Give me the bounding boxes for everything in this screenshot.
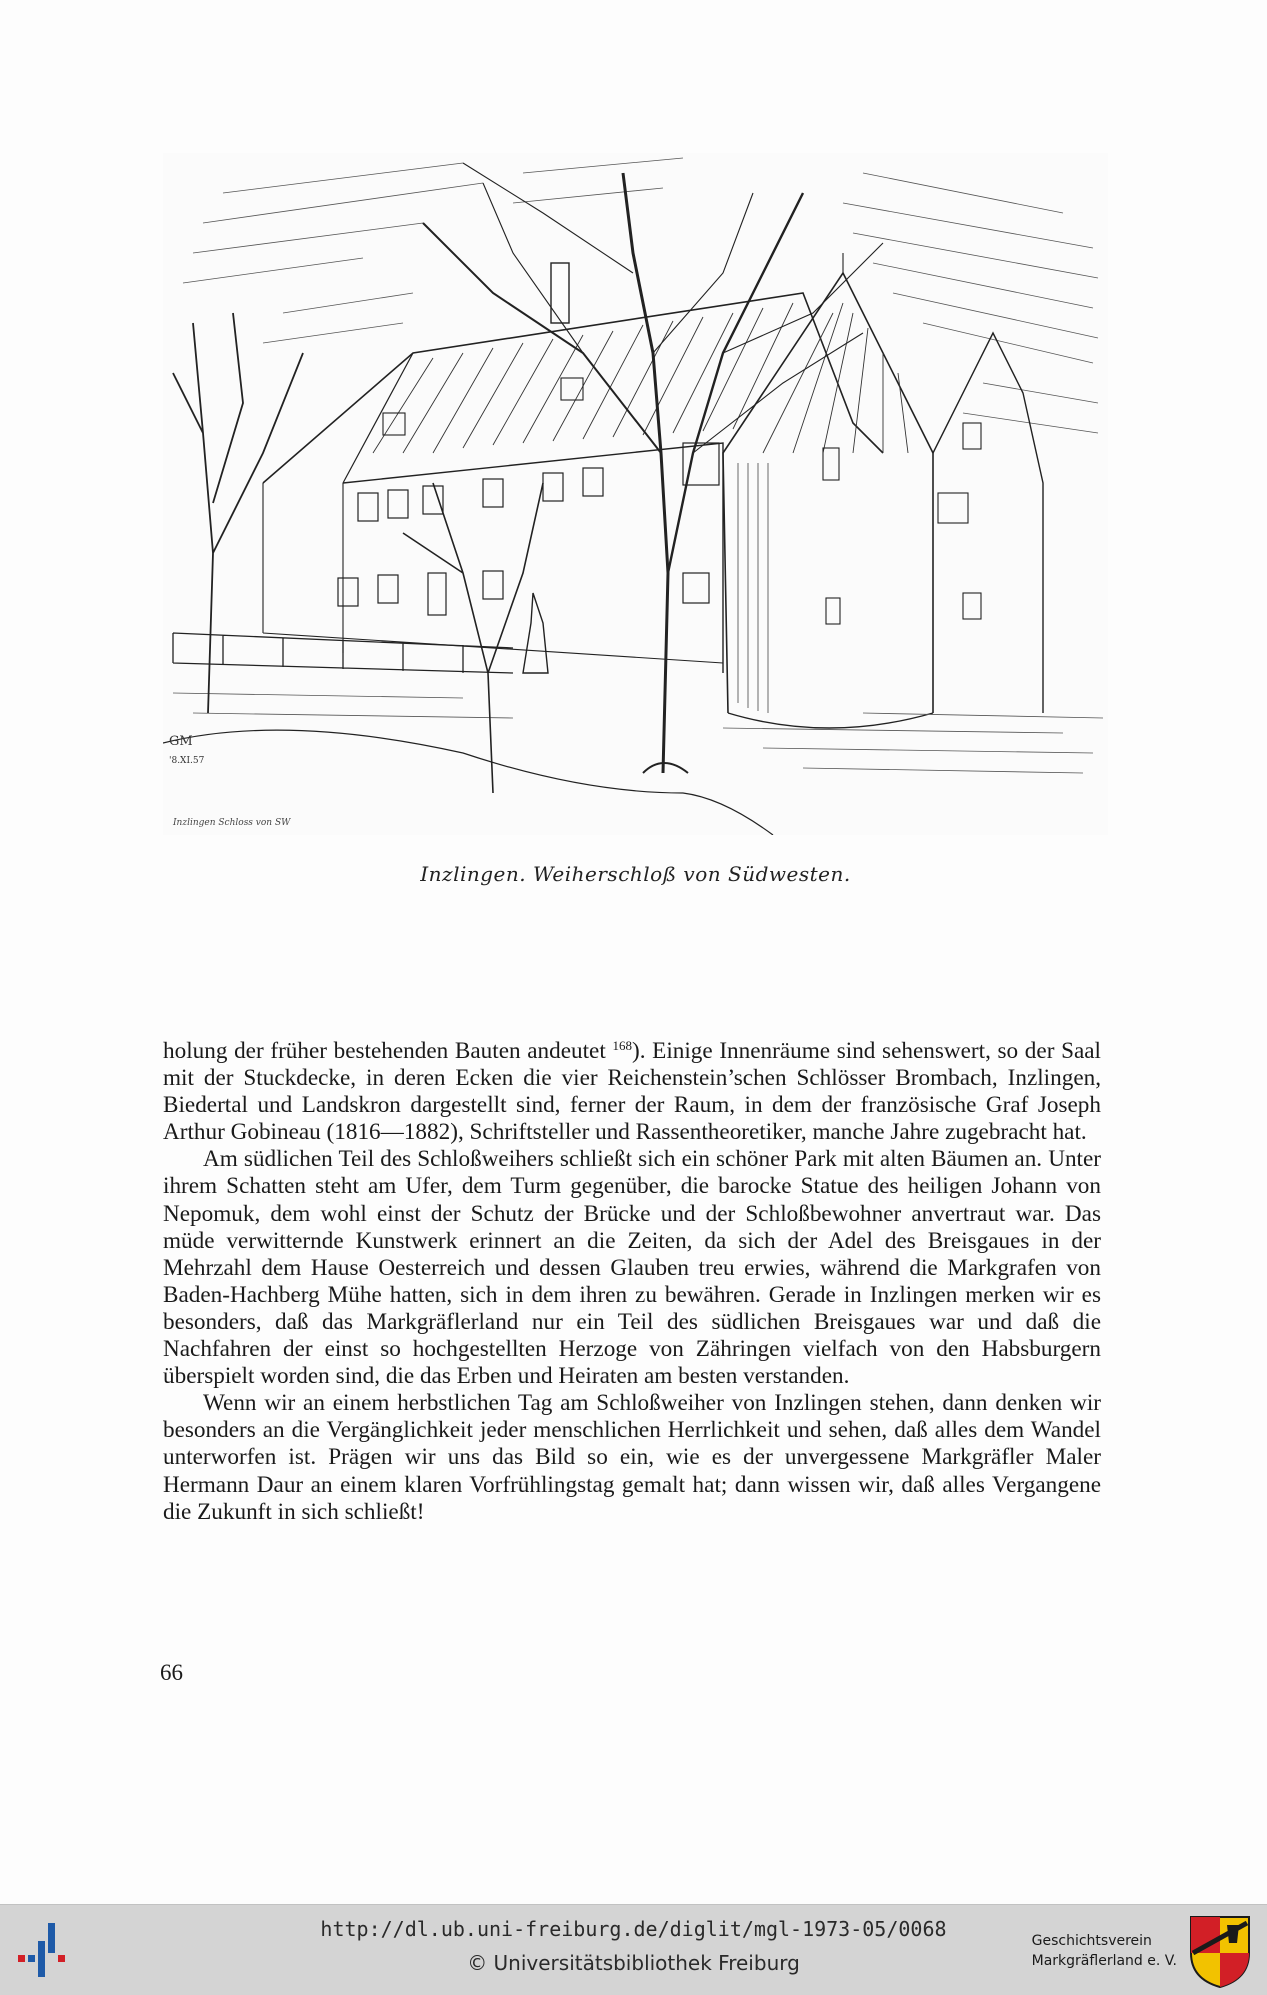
document-url-link[interactable]: http://dl.ub.uni-freiburg.de/diglit/mgl-1973-05/0068 [320,1917,947,1941]
copyright-notice: © Universitätsbibliothek Freiburg [467,1951,800,1975]
paragraph-1-start: holung der früher bestehenden Bauten andeutet [163,1038,606,1064]
page-number: 66 [160,1660,183,1685]
paragraph-1-rest: ). Einige Innenräume sind sehenswert, so der Saal mit der Stuckdecke, in deren Ecken die vier Reichenstein’schen Schlösser Brombach, Inzlingen, Biedertal und Landskron dargestellt sind, ferner der Raum, in dem der französische Graf Joseph Arthur Gobineau (1816—1882), Schriftsteller und Rassentheoretiker, manche Jahre zugebracht hat. [163,1038,1101,1146]
drawing-date: '8.XI.57 [169,756,205,766]
castle-drawing [163,153,1108,835]
footer-bar [0,1904,1267,1995]
footnote-ref: 168 [612,1038,632,1053]
artist-monogram: GM [169,734,193,749]
castle-drawing-svg [163,153,1108,835]
figure-caption: Inzlingen. Weiherschloß von Südwesten. [420,862,851,886]
paragraph-2: Am südlichen Teil des Schloßweihers schließt sich ein schöner Park mit alten Bäumen an. Unter ihrem Schatten steht am Ufer, dem Turm gegenüber, die barocke Statue des heiligen Johann von Nepomuk, dem wohl einst der Schutz der Brücke und der Schloßbewohner anvertraut war. Das müde verwitternde Kunstwerk erinnert an die Zeiten, da sich der Adel des Breisgaues in der Mehrzahl dem Hause Oesterreich und dessen Glauben treu erwies, während die Markgrafen von Baden-Hachberg Mühe hatten, sich in dem ihren zu bewähren. Gerade in Inzlingen merken wir es besonders, daß das Markgräflerland nur ein Teil des südlichen Breisgaues war und daß die Nachfahren der einst so hochgestellten Herzoge von Zähringen vielfach von den Habsburgern überspielt worden sind, die das Erben und Heiraten am besten verstanden. [163,1146,1101,1390]
organization-name [1032,1931,1177,1971]
coat-of-arms-icon [1187,1913,1253,1989]
organization-line-2: Markgräflerland e. V. [1031,1953,1177,1969]
body-text [163,1038,1101,1526]
paragraph-3: Wenn wir an einem herbstlichen Tag am Schloßweiher von Inzlingen stehen, dann denken wir besonders an die Vergänglichkeit jeder menschlichen Herrlichkeit und sehen, daß alles dem Wandel unterworfen ist. Prägen wir uns das Bild so ein, wie es der unvergessene Markgräfler Maler Hermann Daur an einem klaren Vorfrühlingstag gemalt hat; dann wissen wir, daß alles Vergangene die Zukunft in sich schließt! [163,1390,1101,1525]
paragraph-1 [163,1038,1101,1146]
pencil-note: Inzlingen Schloss von SW [173,818,291,828]
organization-line-1: Geschichtsverein [1031,1933,1152,1949]
